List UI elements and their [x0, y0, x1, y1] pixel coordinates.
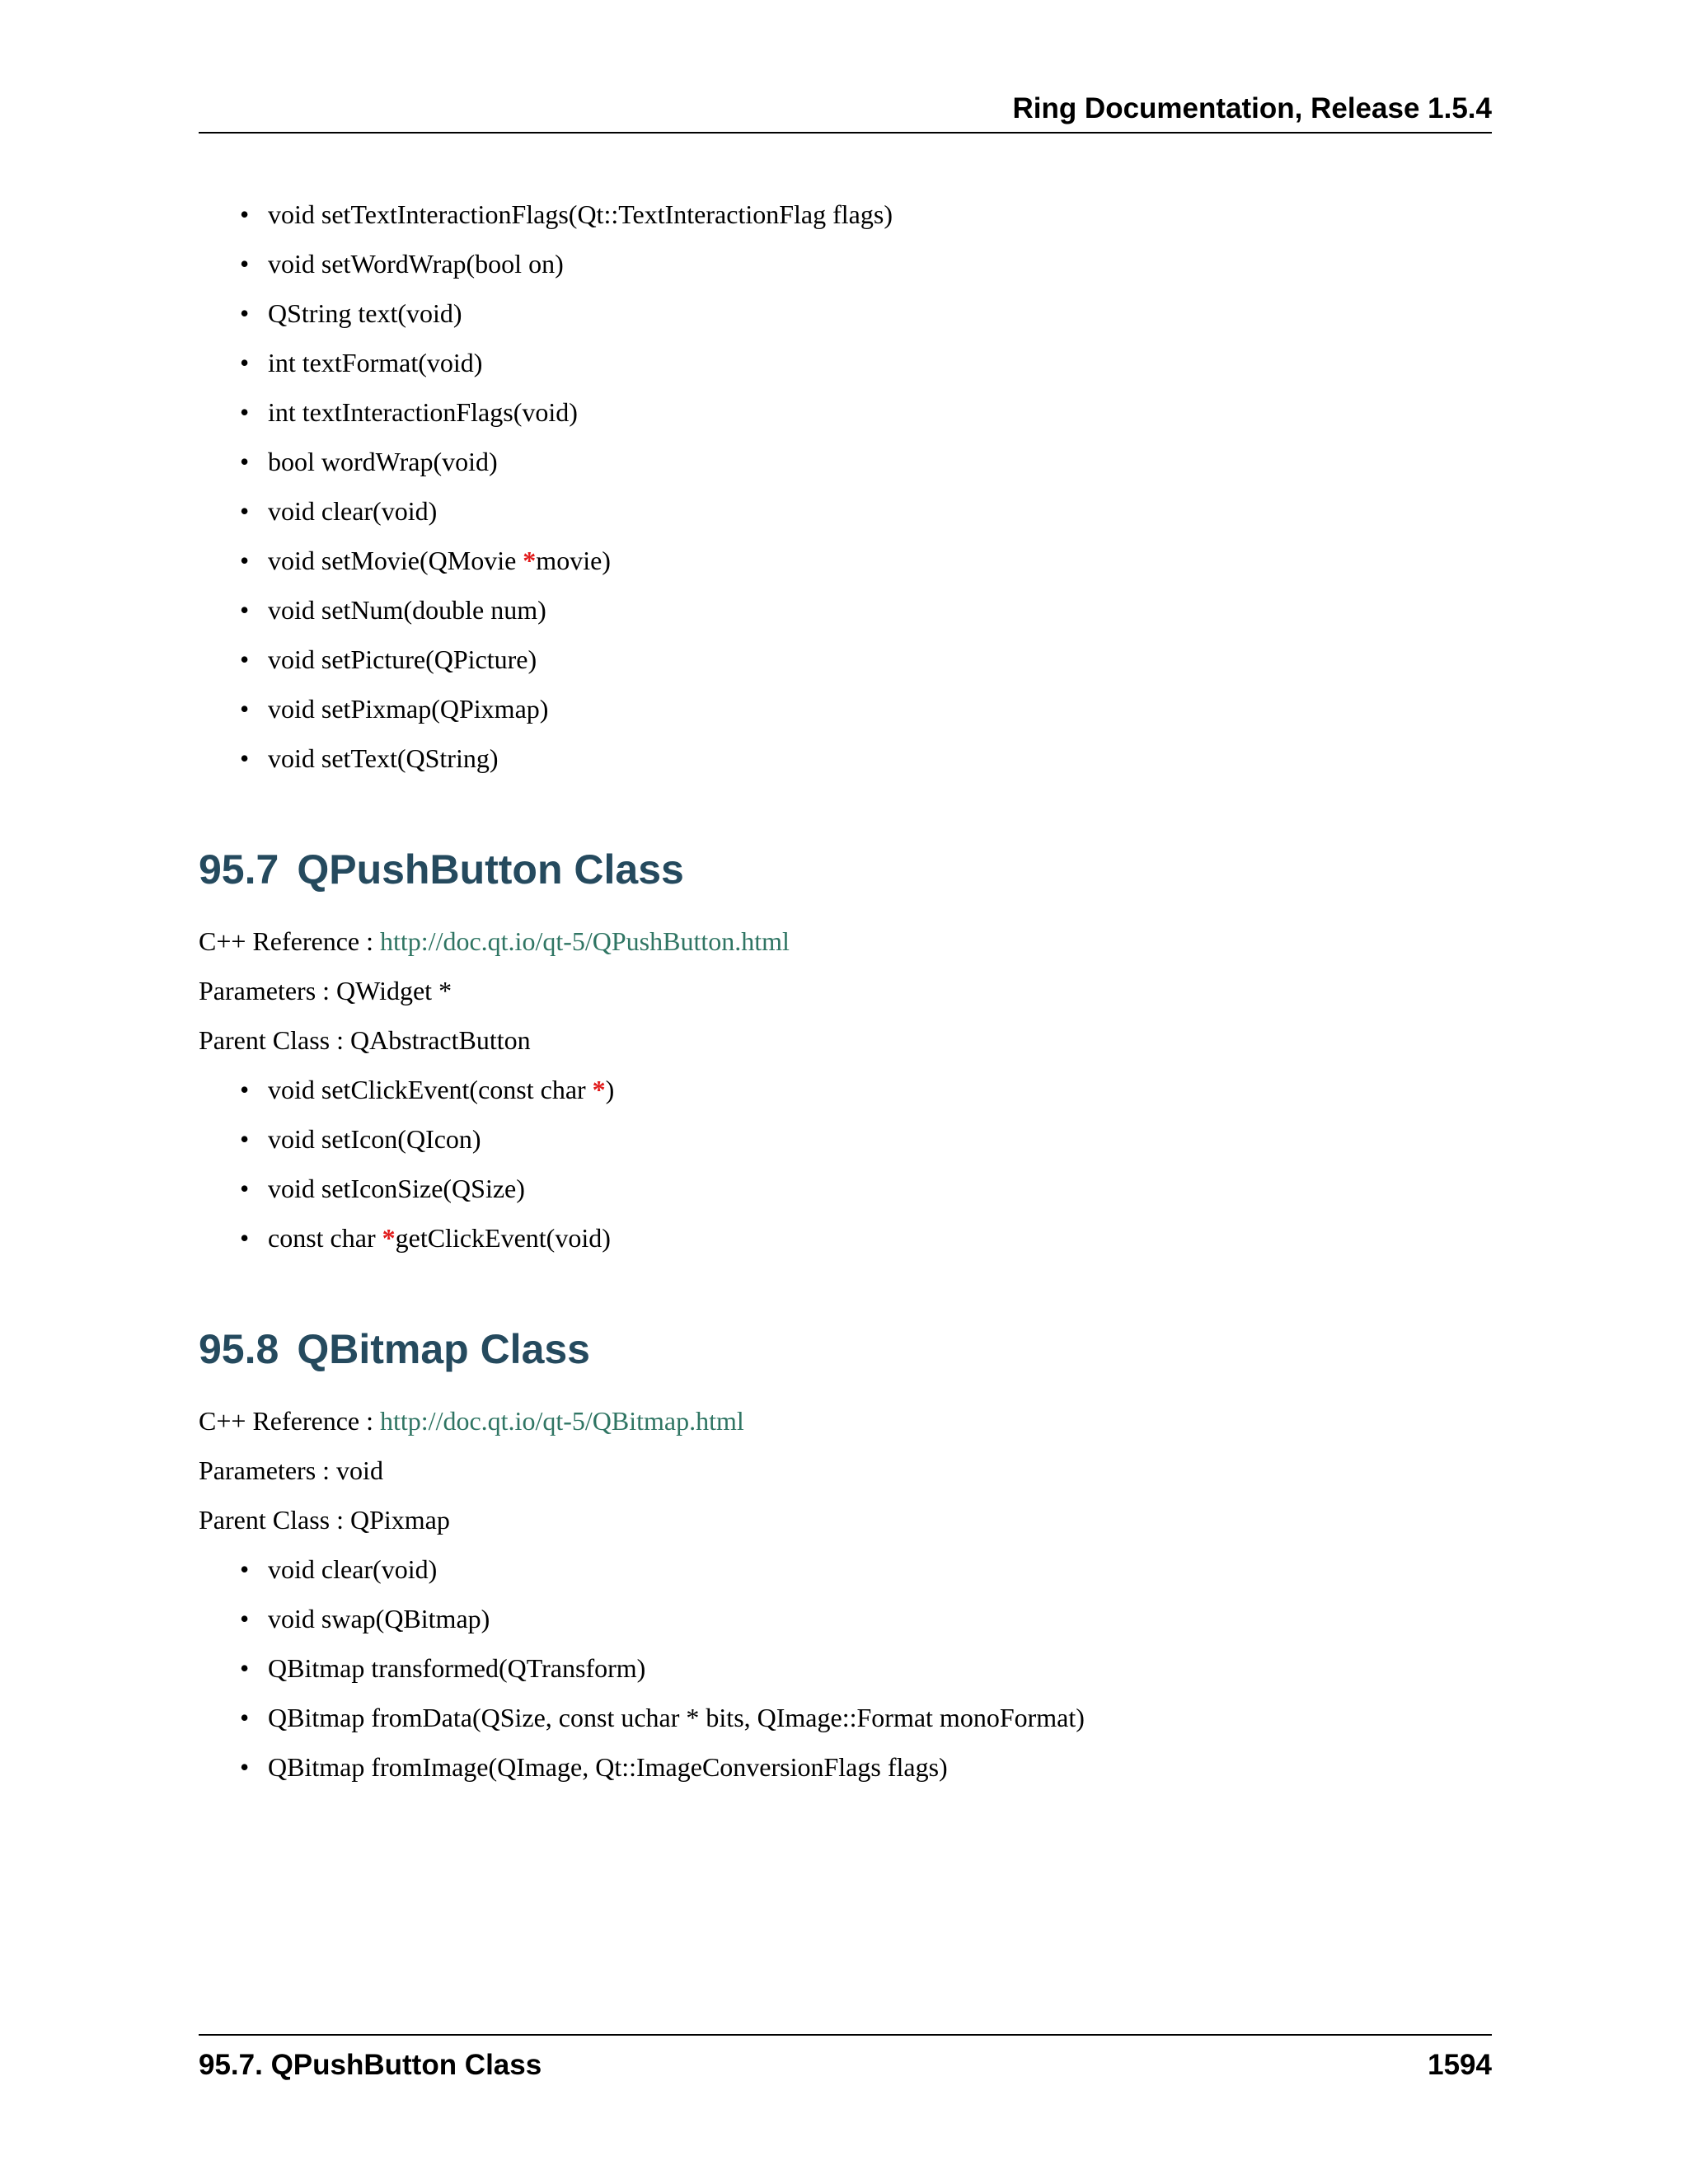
reference-link[interactable]: http://doc.qt.io/qt-5/QPushButton.html: [380, 926, 790, 956]
method-item: • void setPicture(QPicture): [199, 643, 1492, 692]
method-text: void setClickEvent(const char: [268, 1075, 593, 1104]
section-title: QBitmap Class: [297, 1326, 590, 1372]
method-item: • void setPixmap(QPixmap): [199, 692, 1492, 742]
method-item: • int textFormat(void): [199, 346, 1492, 396]
section-number: 95.7: [199, 846, 279, 893]
section-qpushbutton: [199, 841, 1492, 1271]
method-text: movie): [536, 546, 611, 575]
method-item: [199, 1073, 1492, 1122]
pointer-asterisk: *: [523, 546, 537, 575]
method-list: [199, 1073, 1492, 1271]
page-number: 1594: [1428, 2049, 1492, 2081]
method-item: • QBitmap fromImage(QImage, Qt::ImageConversionFlags flags): [199, 1750, 1492, 1800]
method-item: • QBitmap transformed(QTransform): [199, 1652, 1492, 1701]
parent-class: Parent Class : QAbstractButton: [199, 1025, 531, 1055]
method-list-continued: [199, 198, 1492, 791]
document-title: Ring Documentation, Release 1.5.4: [1012, 92, 1492, 124]
method-text: ): [605, 1075, 615, 1104]
section-title: QPushButton Class: [297, 846, 684, 893]
method-item: • void setIcon(QIcon): [199, 1122, 1492, 1172]
parameters: Parameters : void: [199, 1455, 383, 1485]
method-item: • void setNum(double num): [199, 593, 1492, 643]
section-qbitmap: [199, 1320, 1492, 1800]
method-item: • void clear(void): [199, 1553, 1492, 1602]
parameters: Parameters : QWidget *: [199, 976, 452, 1005]
reference-link[interactable]: http://doc.qt.io/qt-5/QBitmap.html: [380, 1406, 744, 1436]
method-item: • QBitmap fromData(QSize, const uchar * bits, QImage::Format monoFormat): [199, 1701, 1492, 1750]
reference-label: C++ Reference :: [199, 1406, 380, 1436]
section-heading: [199, 1320, 1492, 1378]
section-number: 95.8: [199, 1326, 279, 1372]
page-content: [199, 198, 1492, 1800]
section-body: [199, 925, 1492, 1271]
method-item: • QString text(void): [199, 297, 1492, 346]
cpp-reference: [199, 1404, 1492, 1454]
reference-label: C++ Reference :: [199, 926, 380, 956]
method-item: • bool wordWrap(void): [199, 445, 1492, 494]
method-item: • void setText(QString): [199, 742, 1492, 791]
method-item: • int textInteractionFlags(void): [199, 396, 1492, 445]
cpp-reference: [199, 925, 1492, 974]
method-text: void setMovie(QMovie: [268, 546, 523, 575]
pointer-asterisk: *: [382, 1223, 396, 1253]
method-item: • void setWordWrap(bool on): [199, 247, 1492, 297]
method-item: • void clear(void): [199, 494, 1492, 544]
footer-section-title: 95.7. QPushButton Class: [199, 2049, 542, 2081]
method-text: const char: [268, 1223, 382, 1253]
method-item: [199, 544, 1492, 593]
method-item: • void setIconSize(QSize): [199, 1172, 1492, 1221]
method-item: • void setTextInteractionFlags(Qt::TextInteractionFlag flags): [199, 198, 1492, 247]
method-item: [199, 1221, 1492, 1271]
section-body: [199, 1404, 1492, 1800]
pointer-asterisk: *: [592, 1075, 606, 1104]
section-heading: [199, 841, 1492, 898]
method-item: • void swap(QBitmap): [199, 1602, 1492, 1652]
method-text: getClickEvent(void): [395, 1223, 611, 1253]
parent-class: Parent Class : QPixmap: [199, 1505, 450, 1535]
page-footer: [199, 2034, 1492, 2081]
page-header: [199, 89, 1492, 134]
method-list: [199, 1553, 1492, 1800]
